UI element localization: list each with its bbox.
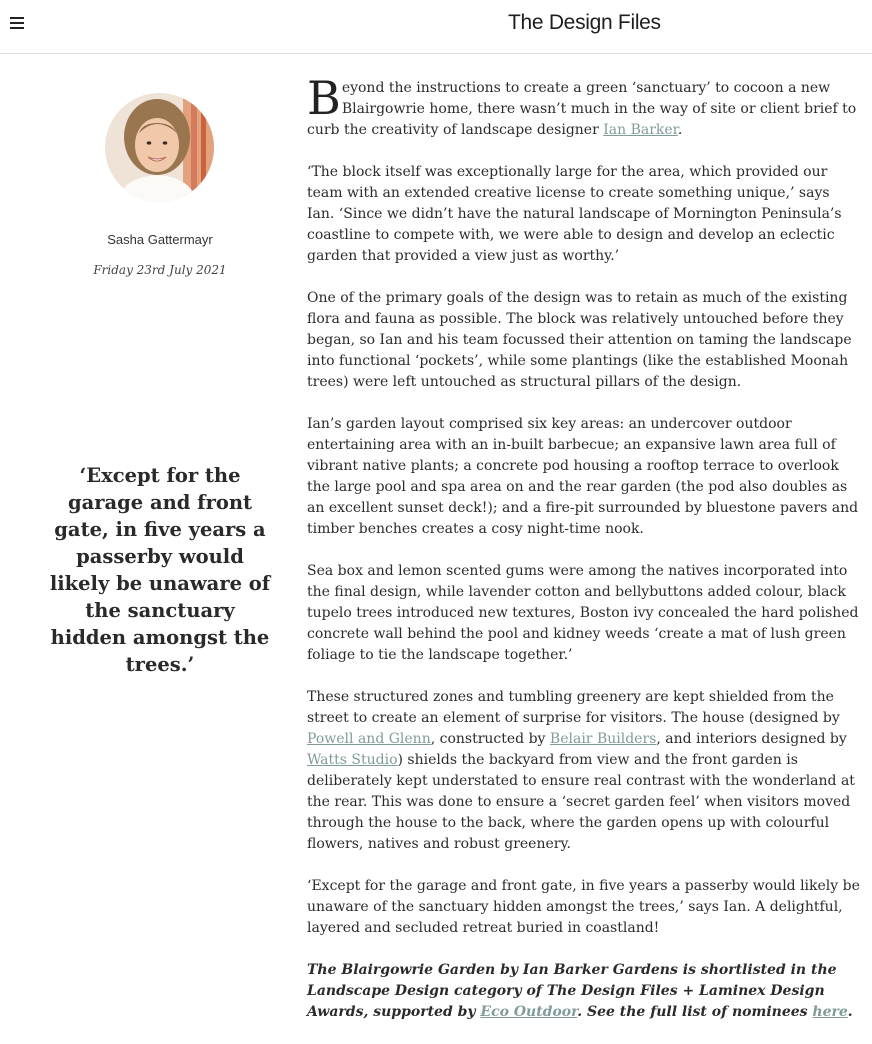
article-paragraph: Beyond the instructions to create a green ‘sanctuary’ to cocoon a new Blairgowrie home, there wasn’t much in the way of site or client brief to curb the creativity of landscape designer Ian Barker.	[307, 71, 857, 138]
article-paragraph: ‘The block itself was exceptionally large for the area, which provided our team with an extended creative license to create something unique,’ says Ian. ‘Since we didn’t have the natural landscape of Mornington Peninsula’s coastline to compete with, we were able to design and develop an eclectic garden that provided a view just as worthy.’	[307, 164, 842, 264]
hamburger-menu-icon[interactable]	[10, 17, 24, 31]
site-logo[interactable]: The Design Files	[508, 11, 661, 34]
article-paragraph: ‘Except for the garage and front gate, in five years a passerby would likely be unaware of the sanctuary hidden amongst the trees,’ says Ian. A delightful, layered and secluded retreat buried in coastland!	[307, 878, 860, 936]
article-paragraph: One of the primary goals of the design was to retain as much of the existing flora and fauna as possible. The block was relatively untouched before they began, so Ian and his team focussed their attention on taming the landscape into functional ‘pockets’, while some plantings (like the established Moonah trees) were left untouched as structural pillars of the design.	[307, 290, 852, 390]
link-nominees-here[interactable]: here	[812, 1004, 848, 1020]
author-name[interactable]: Sasha Gattermayr	[107, 232, 213, 247]
link-eco-outdoor[interactable]: Eco Outdoor	[480, 1004, 578, 1020]
author-avatar	[105, 93, 214, 202]
link-ian-barker[interactable]: Ian Barker	[603, 122, 678, 138]
article-paragraph: Sea box and lemon scented gums were among the natives incorporated into the final design, while lavender cotton and bellybuttons added colour, black tupelo trees introduced new textures, Boston ivy concealed the hard polished concrete wall behind the pool and kidney weeds ‘create a mat of lush green foliage to tie the landscape together.’	[307, 563, 859, 663]
pull-quote: ‘Except for the garage and front gate, in five years a passerby would likely be unaware of the sanctuary hidden amongst the trees.’	[49, 464, 271, 676]
article-body	[307, 71, 860, 1044]
post-date: Friday 23rd July 2021	[93, 263, 227, 277]
drop-cap: B	[307, 71, 341, 125]
link-powell-and-glenn[interactable]: Powell and Glenn	[307, 731, 431, 747]
link-watts-studio[interactable]: Watts Studio	[307, 752, 398, 768]
link-belair-builders[interactable]: Belair Builders	[549, 731, 657, 747]
article-credit: The Blairgowrie Garden by Ian Barker Gardens is shortlisted in the Landscape Design category of The Design Files + Laminex Design Awards, supported by Eco Outdoor. See the full list of nominees here.	[307, 962, 853, 1020]
site-header	[0, 0, 872, 54]
article-paragraph: These structured zones and tumbling greenery are kept shielded from the street to create an element of surprise for visitors. The house (designed by Powell and Glenn, constructed by Belair Builders, and interiors designed by Watts Studio) shields the backyard from view and the front garden is deliberately kept understated to ensure real contrast with the wonderland at the rear. This was done to ensure a ‘secret garden feel’ when visitors moved through the house to the back, where the garden opens up with colourful flowers, natives and robust greenery.	[307, 689, 855, 852]
article-paragraph: Ian’s garden layout comprised six key areas: an undercover outdoor entertaining area with an in-built barbecue; an expansive lawn area full of vibrant native plants; a concrete pod housing a rooftop terrace to overlook the large pool and spa area on and the rear garden (the pod also doubles as an excellent sunset deck!); and a fire-pit surrounded by bluestone pavers and timber benches creates a cosy night-time nook.	[307, 416, 859, 537]
